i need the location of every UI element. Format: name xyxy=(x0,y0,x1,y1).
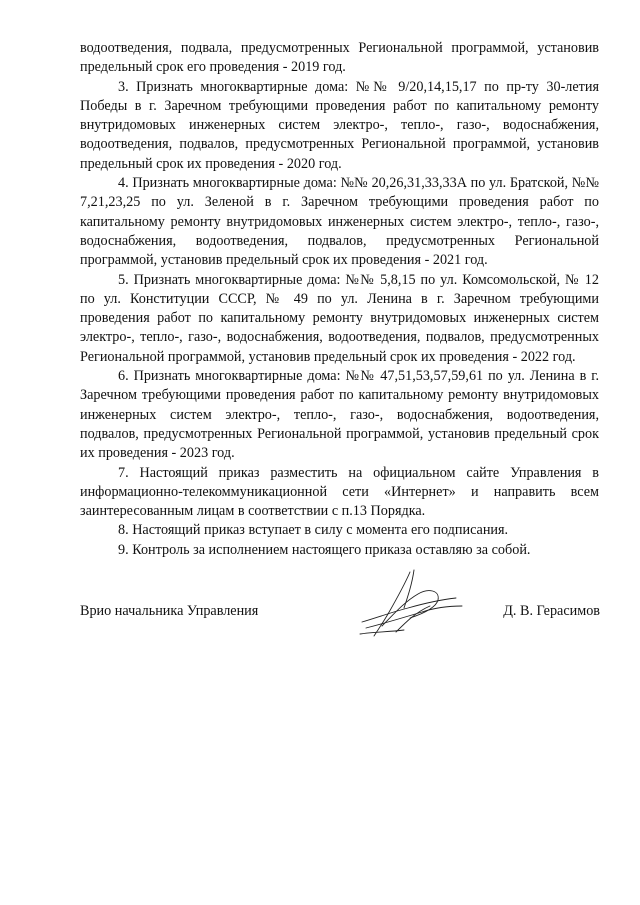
paragraph-item-5: 5. Признать многоквартирные дома: №№ 5,8,15 по ул. Комсомольской, № 12 по ул. Конституции СССР, № 49 по ул. Ленина в г. Заречном требующими проведения работ по капитальному ремонту внутридомовых инженерных систем электро-, тепло-, газо-, водоснабжения, водоотведения, подвалов, предусмотренных Региональной программой, установив предельный срок их проведения - 2022 год. xyxy=(80,271,599,365)
paragraph-continuation: водоотведения, подвала, предусмотренных Региональной программой, установив предельный срок его проведения - 2019 год. xyxy=(80,40,599,76)
document-body xyxy=(80,39,599,560)
paragraph-item-4: 4. Признать многоквартирные дома: №№ 20,26,31,33,33А по ул. Братской, №№ 7,21,23,25 по ул. Зеленой в г. Заречном требующими проведения работ по капитальному ремонту внутридомовых инженерных систем электро-, тепло-, газо-, водоснабжения, водоотведения, подвалов, предусмотренных Региональной программой, установив предельный срок их проведения - 2021 год. xyxy=(80,175,599,269)
paragraph-item-6: 6. Признать многоквартирные дома: №№ 47,51,53,57,59,61 по ул. Ленина в г. Заречном требующими проведения работ по капитальному ремонту внутридомовых инженерных систем электро-, тепло-, газо-, водоснабжения, водоотведения, подвалов, предусмотренных Региональной программой, установив предельный срок их проведения - 2023 год. xyxy=(80,368,599,462)
paragraph-item-8: 8. Настоящий приказ вступает в силу с момента его подписания. xyxy=(118,522,509,539)
signatory-title: Врио начальника Управления xyxy=(80,603,259,619)
paragraph-item-9: 9. Контроль за исполнением настоящего приказа оставляю за собой. xyxy=(118,541,531,558)
handwritten-signature-icon xyxy=(352,566,472,644)
signatory-name: Д. В. Герасимов xyxy=(503,603,600,619)
paragraph-item-7: 7. Настоящий приказ разместить на официальном сайте Управления в информационно-телекоммуникационной сети «Интернет» и направить всем заинтересованным лицам в соответствии с п.13 Порядка. xyxy=(80,464,599,520)
signature-row xyxy=(80,602,600,624)
paragraph-item-3: 3. Признать многоквартирные дома: №№ 9/20,14,15,17 по пр-ту 30-летия Победы в г. Заречном требующими проведения работ по капитальному ремонту внутридомовых инженерных систем электро-, тепло-, газо-, водоснабжения, водоотведения, подвалов, предусмотренных Региональной программой, установив предельный срок их проведения - 2020 год. xyxy=(80,78,599,172)
